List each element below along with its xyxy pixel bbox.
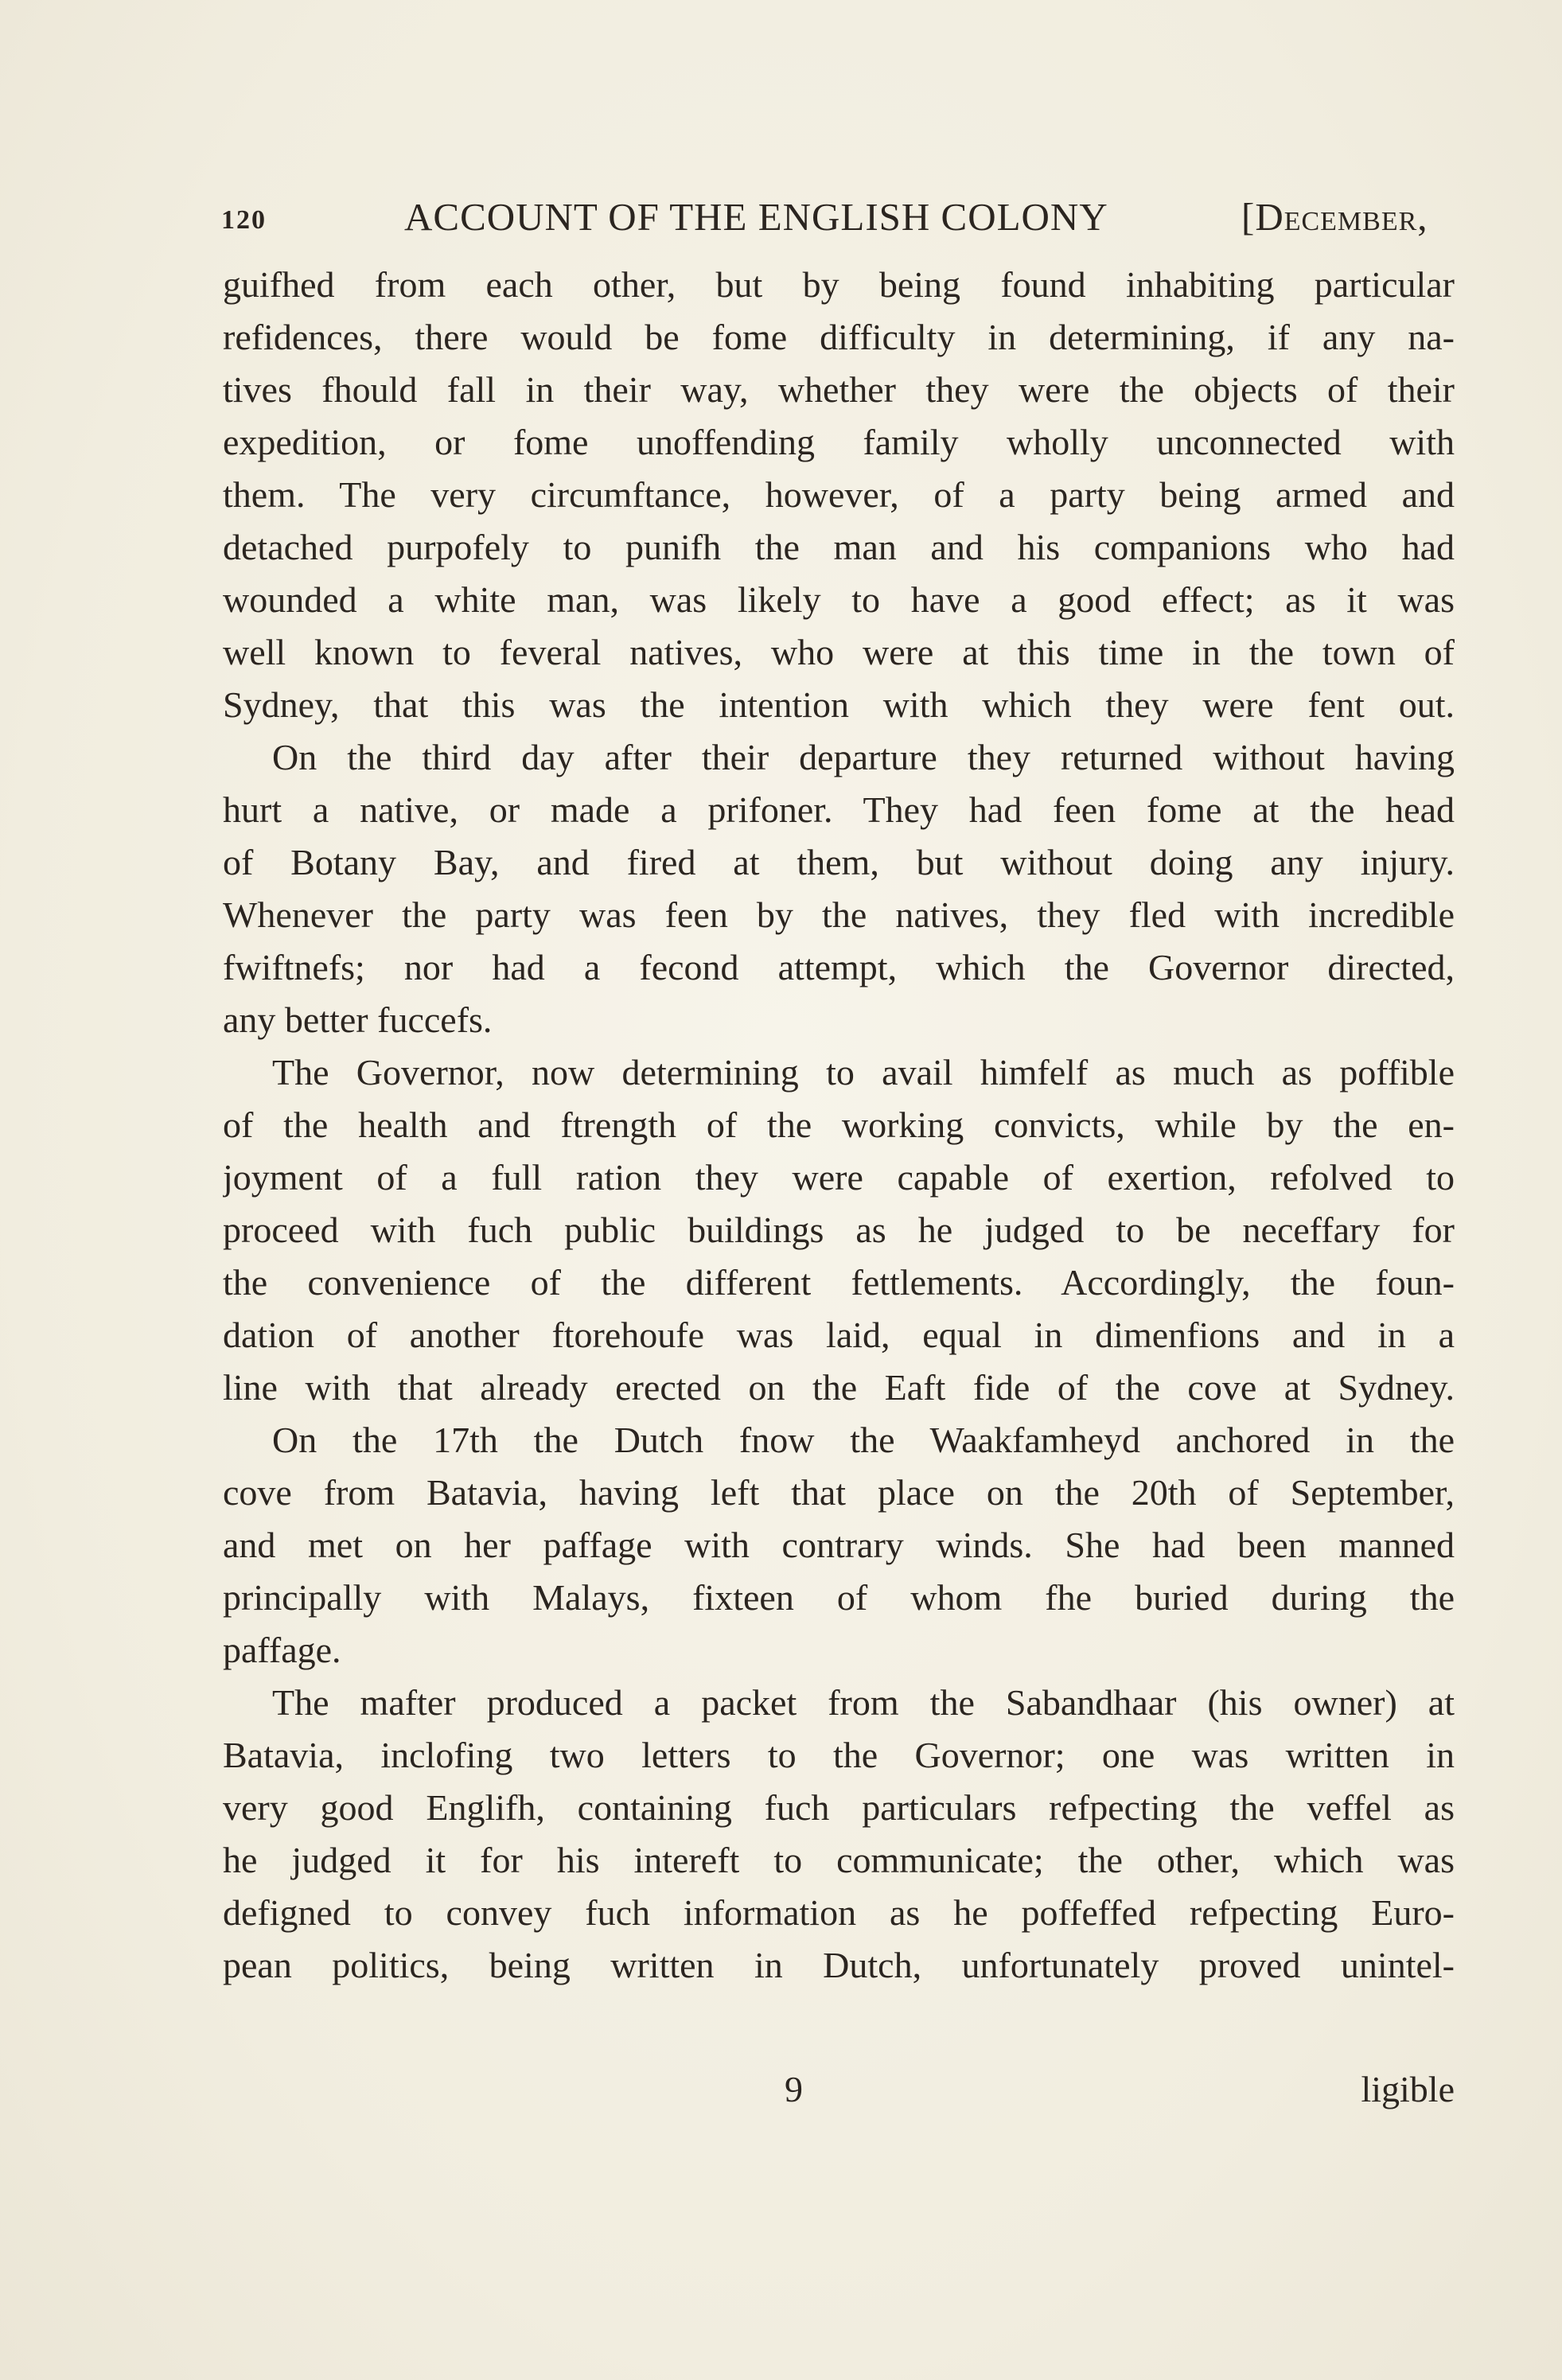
text-line: he judged it for his intereft to communicate; the other, which was	[223, 1840, 1455, 1880]
text-line: and met on her paffage with contrary winds. She had been manned	[223, 1525, 1455, 1565]
text-line: fwiftnefs; nor had a fecond attempt, which the Governor directed,	[223, 947, 1455, 987]
text-line: Whenever the party was feen by the natives, they fled with incredible	[223, 894, 1455, 935]
text-line: well known to feveral natives, who were at this time in the town of	[223, 632, 1455, 672]
signature-mark: 9	[785, 2069, 803, 2109]
text-line: pean politics, being written in Dutch, unfortunately proved unintel-	[223, 1945, 1455, 1985]
text-line: of Botany Bay, and fired at them, but without doing any injury.	[223, 842, 1455, 882]
text-line: On the third day after their departure they returned without having	[272, 737, 1455, 777]
running-head: ACCOUNT OF THE ENGLISH COLONY	[404, 195, 1108, 239]
text-line: The mafter produced a packet from the Sabandhaar (his owner) at	[272, 1682, 1455, 1723]
page-footer	[223, 2064, 1455, 2115]
page-number: 120	[221, 205, 267, 235]
body-text	[223, 259, 1455, 2113]
text-line: hurt a native, or made a prifoner. They had feen fome at the head	[223, 789, 1455, 830]
text-line: principally with Malays, fixteen of whom fhe buried during the	[223, 1577, 1455, 1618]
text-line: detached purpofely to punifh the man and his companions who had	[223, 527, 1455, 567]
text-line: of the health and ftrength of the working convicts, while by the en-	[223, 1104, 1455, 1145]
text-line: On the 17th the Dutch fnow the Waakfamheyd anchored in the	[272, 1420, 1455, 1460]
text-line: proceed with fuch public buildings as he judged to be neceffary for	[223, 1209, 1455, 1250]
text-line: them. The very circumftance, however, of a party being armed and	[223, 474, 1455, 515]
text-line: wounded a white man, was likely to have a good effect; as it was	[223, 579, 1455, 620]
text-line: expedition, or fome unoffending family wholly unconnected with	[223, 422, 1455, 462]
catchword: ligible	[1361, 2069, 1455, 2109]
text-line: joyment of a full ration they were capable of exertion, refolved to	[223, 1157, 1455, 1198]
running-head-month: [December,	[1241, 195, 1428, 239]
text-line: any better fuccefs.	[223, 999, 493, 1040]
page-header	[221, 191, 1478, 247]
text-line: defigned to convey fuch information as he poffeffed refpecting Euro-	[223, 1892, 1455, 1933]
text-line: Batavia, inclofing two letters to the Governor; one was written in	[223, 1735, 1455, 1775]
text-line: tives fhould fall in their way, whether they were the objects of their	[223, 369, 1455, 410]
text-line: guifhed from each other, but by being found inhabiting particular	[223, 264, 1455, 305]
text-line: the convenience of the different fettlements. Accordingly, the foun-	[223, 1262, 1455, 1303]
text-line: very good Englifh, containing fuch particulars refpecting the veffel as	[223, 1787, 1455, 1828]
text-line: paffage.	[223, 1630, 341, 1670]
text-line: cove from Batavia, having left that place on the 20th of September,	[223, 1472, 1455, 1513]
text-line: line with that already erected on the Eaft fide of the cove at Sydney.	[223, 1367, 1455, 1408]
text-line: dation of another ftorehoufe was laid, equal in dimenfions and in a	[223, 1315, 1455, 1355]
text-line: refidences, there would be fome difficulty in determining, if any na-	[223, 317, 1455, 357]
text-line: The Governor, now determining to avail himfelf as much as poffible	[272, 1052, 1455, 1093]
text-line: Sydney, that this was the intention with which they were fent out.	[223, 684, 1455, 725]
